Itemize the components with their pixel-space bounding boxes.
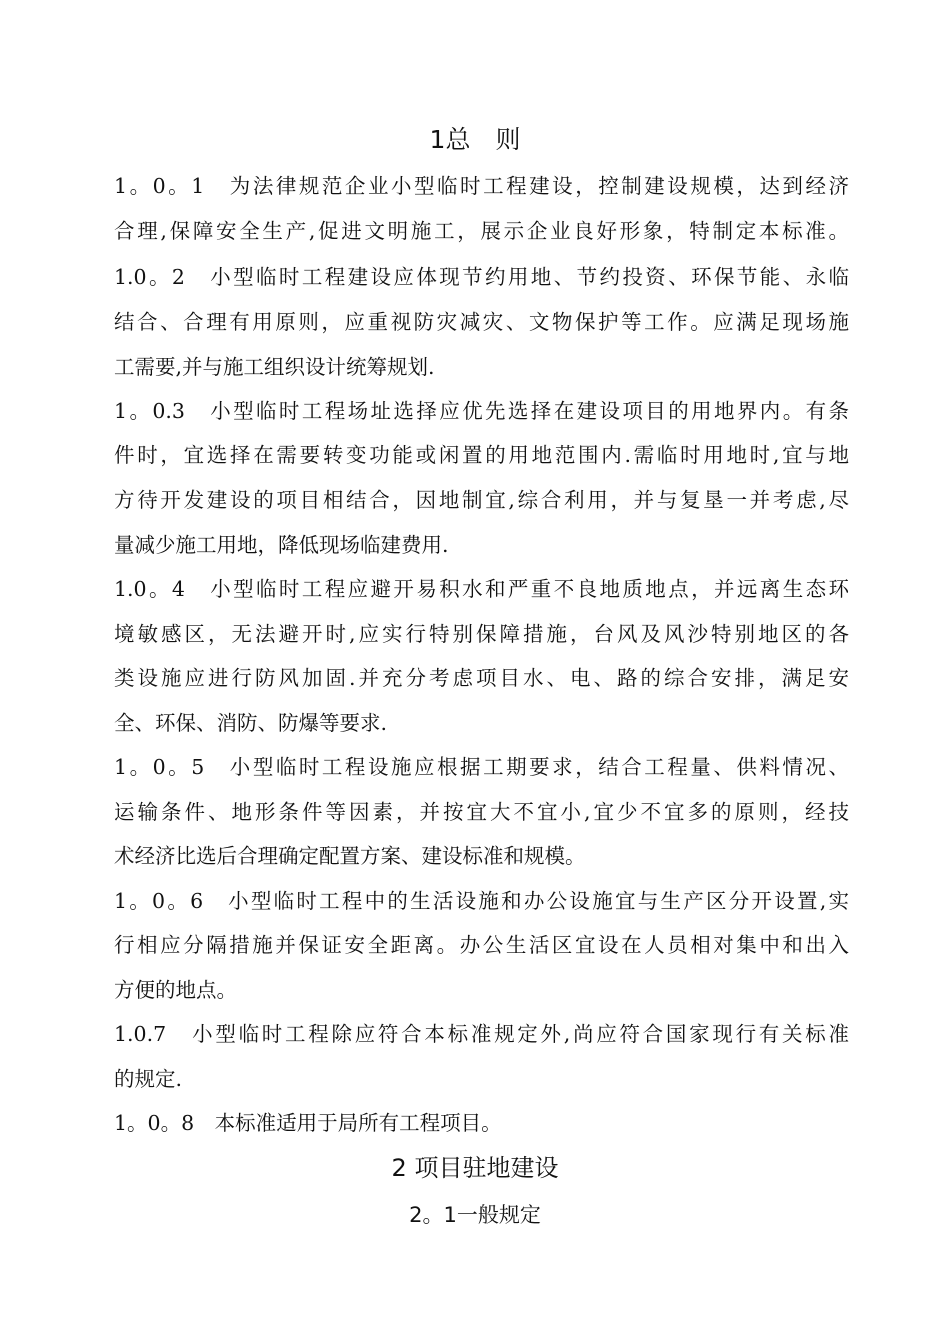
clause-1-0-4-line-4: 全、环保、消防、防爆等要求. bbox=[114, 711, 388, 735]
clause-1-0-6-line-3: 方便的地点。 bbox=[114, 978, 237, 1002]
clause-1-0-7-line-1: 1.0.7 小型临时工程除应符合本标准规定外,尚应符合国家现行有关标准 bbox=[114, 1022, 849, 1046]
clause-1-0-1-line-2: 合理,保障安全生产,促进文明施工，展示企业良好形象，特制定本标准。 bbox=[114, 219, 849, 243]
clause-1-0-7-line-2: 的规定. bbox=[114, 1067, 183, 1091]
chapter-1-title: 1总 则 bbox=[429, 125, 521, 154]
chapter-2-title: 2 项目驻地建设 bbox=[391, 1154, 559, 1182]
section-2-1-title: 2。1一般规定 bbox=[409, 1203, 541, 1227]
clause-1-0-8-line-1: 1。0。8 本标准适用于局所有工程项目。 bbox=[114, 1111, 502, 1135]
clause-1-0-4-line-3: 类设施应进行防风加固.并充分考虑项目水、电、路的综合安排，满足安 bbox=[114, 666, 849, 690]
clause-1-0-5-line-2: 运输条件、地形条件等因素，并按宜大不宜小,宜少不宜多的原则，经技 bbox=[114, 800, 849, 824]
clause-1-0-3-line-4: 量减少施工用地，降低现场临建费用. bbox=[114, 533, 449, 557]
clause-1-0-4-line-1: 1.0。4 小型临时工程应避开易积水和严重不良地质地点，并远离生态环 bbox=[114, 577, 849, 601]
clause-1-0-1-line-1: 1。0。1 为法律规范企业小型临时工程建设，控制建设规模，达到经济 bbox=[114, 174, 849, 198]
clause-1-0-2-line-3: 工需要,并与施工组织设计统筹规划. bbox=[114, 355, 435, 379]
clause-1-0-4-line-2: 境敏感区，无法避开时,应实行特别保障措施，台风及风沙特别地区的各 bbox=[114, 622, 849, 646]
clause-1-0-3-line-2: 件时，宜选择在需要转变功能或闲置的用地范围内.需临时用地时,宜与地 bbox=[114, 443, 849, 467]
clause-1-0-3-line-1: 1。0.3 小型临时工程场址选择应优先选择在建设项目的用地界内。有条 bbox=[114, 399, 849, 423]
clause-1-0-3-line-3: 方待开发建设的项目相结合，因地制宜,综合利用，并与复垦一并考虑,尽 bbox=[114, 488, 849, 512]
clause-1-0-2-line-2: 结合、合理有用原则，应重视防灾减灾、文物保护等工作。应满足现场施 bbox=[114, 310, 849, 334]
clause-1-0-5-line-1: 1。0。5 小型临时工程设施应根据工期要求，结合工程量、供料情况、 bbox=[114, 755, 849, 779]
clause-1-0-6-line-1: 1。0。6 小型临时工程中的生活设施和办公设施宜与生产区分开设置,实 bbox=[114, 889, 849, 913]
clause-1-0-2-line-1: 1.0。2 小型临时工程建设应体现节约用地、节约投资、环保节能、永临 bbox=[114, 265, 849, 289]
clause-1-0-5-line-3: 术经济比选后合理确定配置方案、建设标准和规模。 bbox=[114, 844, 586, 868]
clause-1-0-6-line-2: 行相应分隔措施并保证安全距离。办公生活区宜设在人员相对集中和出入 bbox=[114, 933, 849, 957]
